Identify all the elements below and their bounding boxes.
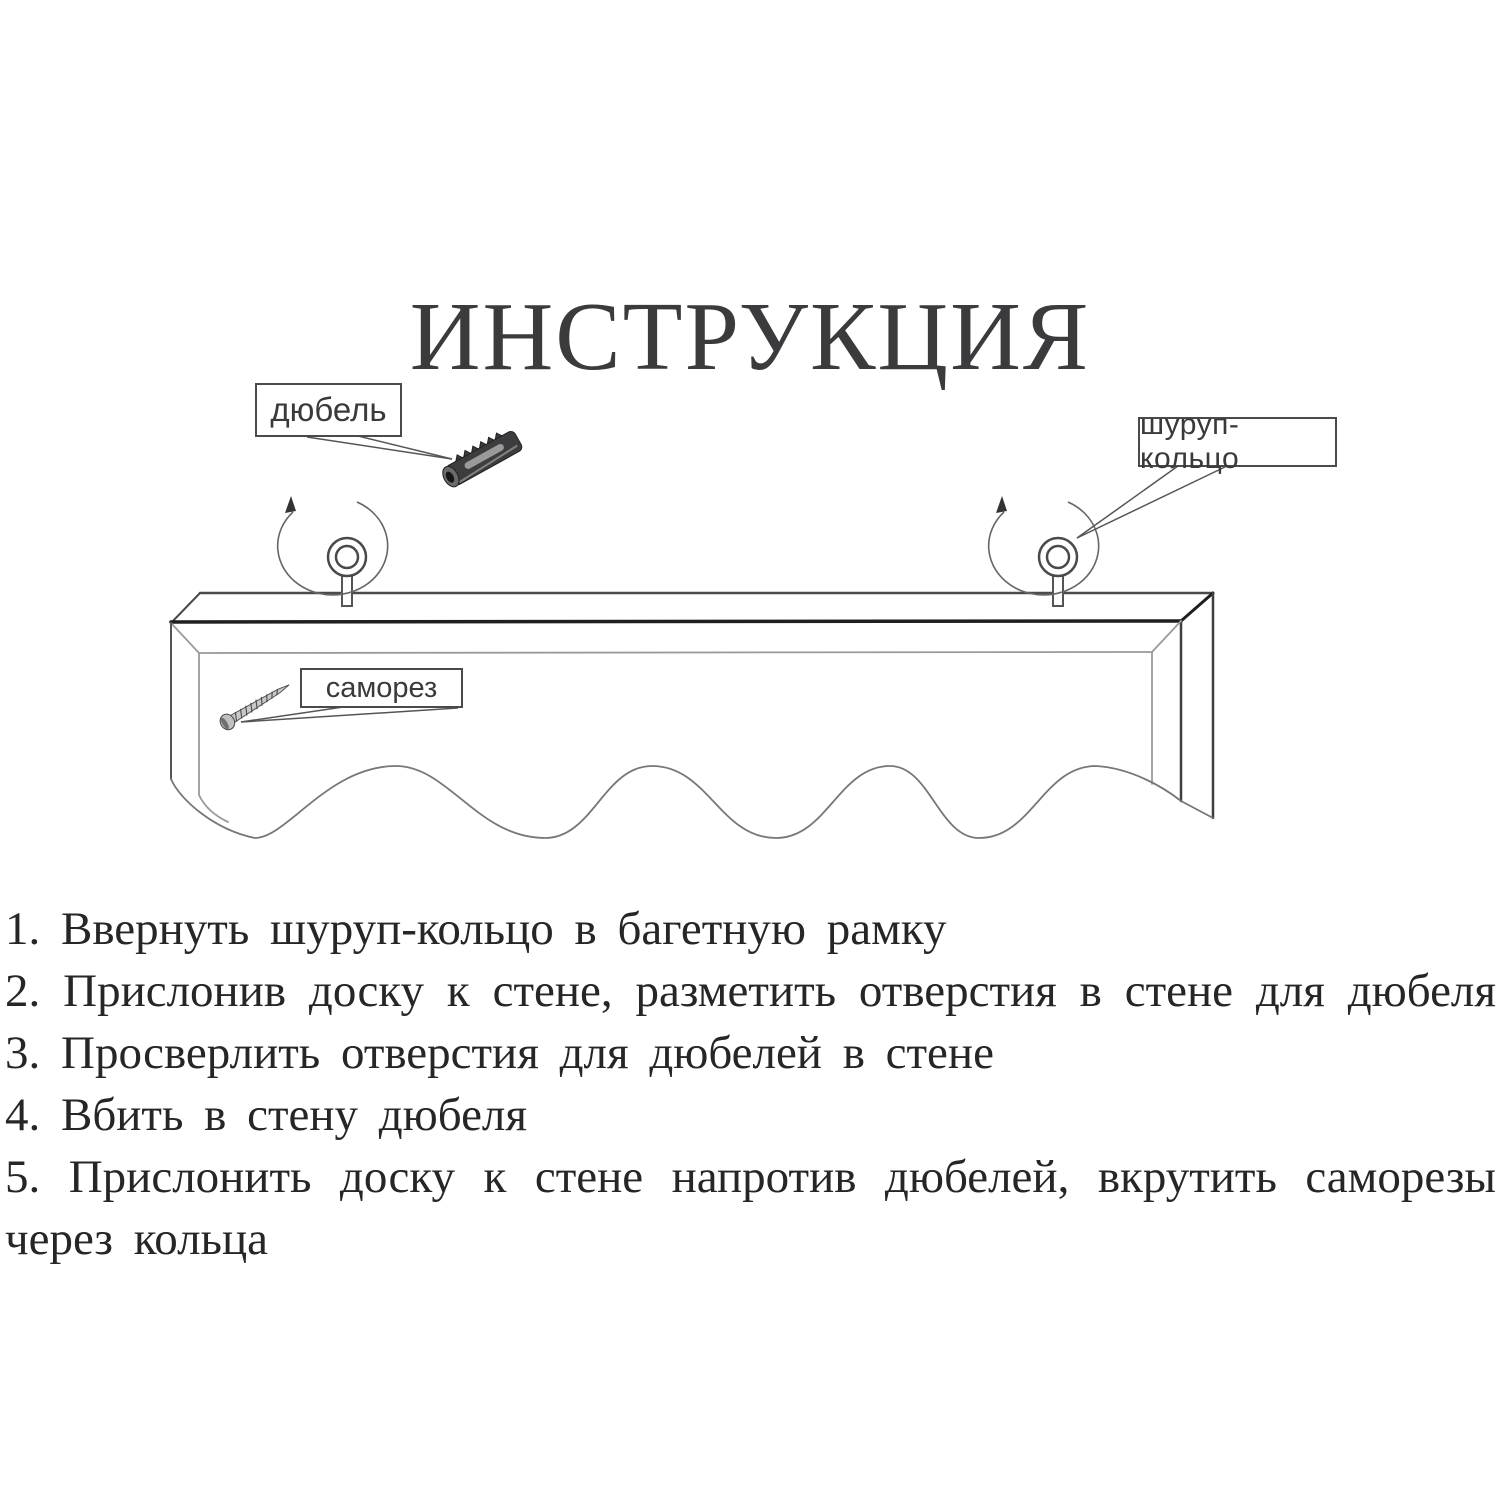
screw-ring-label [1138,408,1337,475]
dowel-label-text: дюбель [270,391,387,428]
screw-ring-label-text: шуруп-кольцо [1140,408,1240,475]
screw-illustration [217,678,293,732]
instruction-line-2: 2. Прислонив доску к стене, разметить отверстия в стене для дюбеля [5,965,1496,1017]
screw-ring-callout-line [1077,466,1227,538]
screw-callout-line [241,706,458,722]
board-illustration [171,593,1213,838]
instruction-line-4: 4. Вбить в стену дюбеля [5,1089,527,1141]
instruction-list [5,898,1496,1270]
page-title: ИНСТРУКЦИЯ [409,282,1091,391]
screw-label-text: саморез [325,671,438,704]
screw-label [300,668,463,708]
instruction-line-5-continued: через кольца [5,1213,268,1265]
dowel-label [255,383,402,437]
dowel-illustration [437,425,524,489]
dowel-callout-line [307,436,452,459]
instruction-line-3: 3. Просверлить отверстия для дюбелей в стене [5,1027,994,1079]
instruction-line-1: 1. Ввернуть шуруп-кольцо в багетную рамку [5,903,947,955]
instruction-line-5: 5. Прислонить доску к стене напротив дюбелей, вкрутить саморезы [5,1151,1496,1203]
